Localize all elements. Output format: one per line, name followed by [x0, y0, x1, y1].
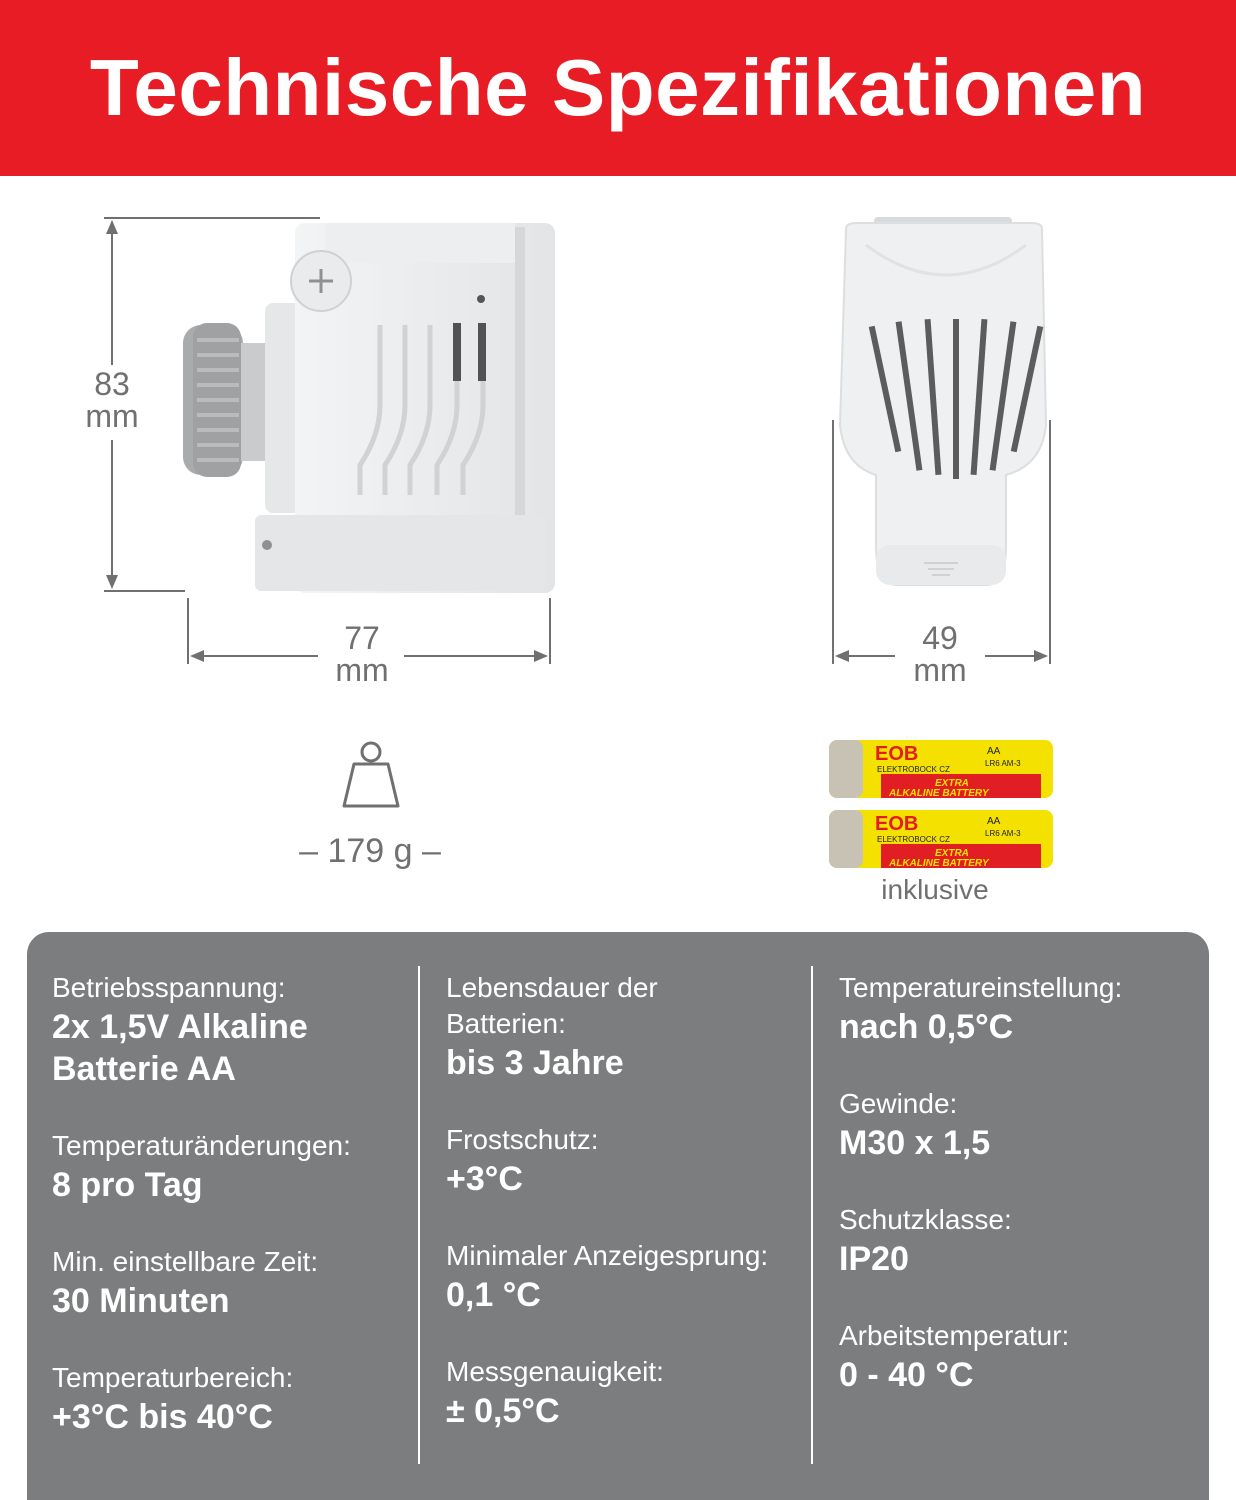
- weight-label: – 179 g –: [299, 832, 441, 870]
- spec-value: 8 pro Tag: [52, 1166, 203, 1204]
- depth-value: 77: [344, 620, 380, 656]
- width-unit: mm: [913, 652, 967, 688]
- spec-item: [839, 970, 1199, 1048]
- spec-item: [52, 1128, 412, 1206]
- spec-item: [446, 1122, 806, 1200]
- spec-label: Temperaturänderungen:: [52, 1130, 351, 1161]
- specs-panel: [27, 932, 1209, 1500]
- column-divider: [418, 966, 420, 1464]
- width-dimension: [900, 622, 980, 686]
- column-divider: [811, 966, 813, 1464]
- battery-code: LR6 AM-3: [985, 759, 1021, 768]
- batteries-included-label: inklusive: [881, 874, 989, 905]
- battery-type: AA: [987, 746, 1001, 757]
- battery-code: LR6 AM-3: [985, 829, 1021, 838]
- spec-label: Gewinde:: [839, 1088, 958, 1119]
- spec-value: IP20: [839, 1240, 909, 1278]
- spec-label: Minimaler Anzeigesprung:: [446, 1240, 769, 1271]
- spec-label: Temperatureinstellung:: [839, 972, 1123, 1003]
- spec-value: ± 0,5°C: [446, 1392, 560, 1430]
- spec-label: Lebensdauer der Batterien:: [446, 972, 658, 1039]
- height-unit: mm: [85, 398, 139, 434]
- spec-item: [446, 970, 806, 1084]
- depth-unit: mm: [335, 652, 389, 688]
- battery-icon: [825, 736, 1057, 876]
- thermostat-side-view: [175, 215, 565, 595]
- spec-label: Frostschutz:: [446, 1124, 599, 1155]
- battery-line1: EXTRA: [935, 848, 969, 859]
- spec-label: Messgenauigkeit:: [446, 1356, 664, 1387]
- spec-item: [446, 1354, 806, 1432]
- spec-value: 0,1 °C: [446, 1276, 541, 1314]
- spec-item: [839, 1202, 1199, 1280]
- spec-item: [52, 1244, 412, 1322]
- battery-maker: ELEKTROBOCK CZ: [877, 835, 950, 844]
- width-value: 49: [922, 620, 958, 656]
- spec-item: [52, 1360, 412, 1438]
- spec-item: [839, 1086, 1199, 1164]
- battery-line1: EXTRA: [935, 778, 969, 789]
- battery-line2: ALKALINE BATTERY: [889, 788, 989, 799]
- battery-2: [829, 810, 1053, 869]
- specs-column-1: [52, 970, 412, 1476]
- battery-brand: EOB: [875, 743, 919, 765]
- battery-1: [829, 740, 1053, 799]
- spec-label: Min. einstellbare Zeit:: [52, 1246, 319, 1277]
- page-title: Technische Spezifikationen: [89, 43, 1147, 132]
- spec-item: [839, 1318, 1199, 1396]
- specs-column-3: [839, 970, 1199, 1434]
- spec-value: 30 Minuten: [52, 1282, 230, 1320]
- spec-label: Temperaturbereich:: [52, 1362, 294, 1393]
- height-dimension: [72, 368, 152, 432]
- weight-icon: [340, 740, 402, 810]
- thermostat-front-view: [836, 215, 1056, 590]
- battery-line2: ALKALINE BATTERY: [889, 858, 989, 869]
- spec-value: 0 - 40 °C: [839, 1356, 974, 1394]
- spec-value: M30 x 1,5: [839, 1124, 991, 1162]
- depth-dimension: [322, 622, 402, 686]
- spec-label: Schutzklasse:: [839, 1204, 1012, 1235]
- spec-value: nach 0,5°C: [839, 1008, 1014, 1046]
- battery-maker: ELEKTROBOCK CZ: [877, 765, 950, 774]
- spec-value: 2x 1,5V Alkaline Batterie AA: [52, 1008, 308, 1088]
- specs-column-2: [446, 970, 806, 1470]
- spec-label: Arbeitstemperatur:: [839, 1320, 1070, 1351]
- spec-item: [446, 1238, 806, 1316]
- height-value: 83: [94, 366, 130, 402]
- battery-brand: EOB: [875, 813, 919, 835]
- spec-value: +3°C bis 40°C: [52, 1398, 273, 1436]
- spec-value: bis 3 Jahre: [446, 1044, 624, 1082]
- battery-type: AA: [987, 816, 1001, 827]
- spec-label: Betriebsspannung:: [52, 972, 286, 1003]
- spec-value: +3°C: [446, 1160, 523, 1198]
- spec-item: [52, 970, 412, 1090]
